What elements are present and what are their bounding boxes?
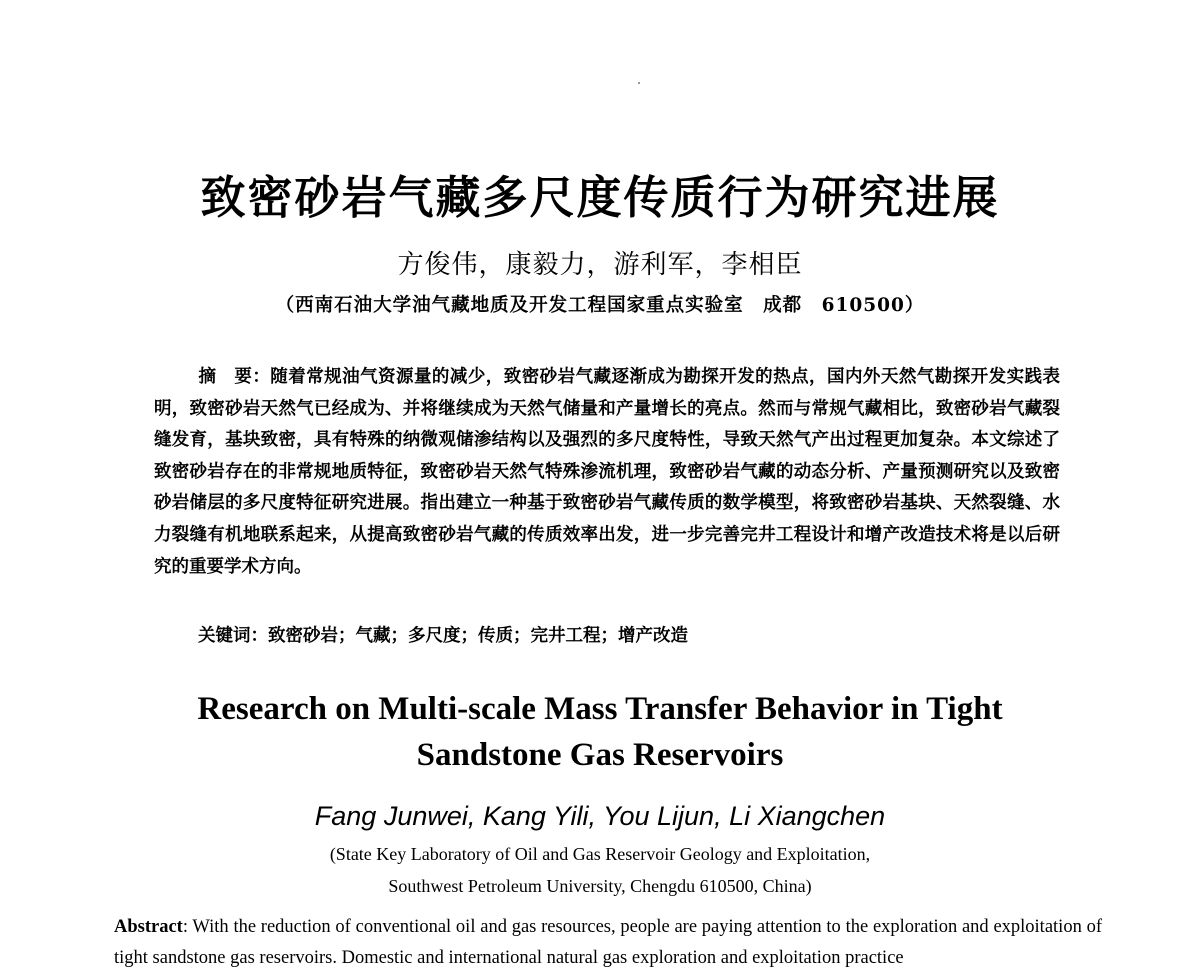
chinese-abstract — [154, 362, 1060, 583]
english-abstract-label: Abstract — [114, 917, 183, 937]
scan-speck — [638, 82, 640, 84]
english-affiliation — [0, 838, 1200, 902]
chinese-keywords-label: 关键词： — [198, 626, 268, 646]
english-affiliation-line1: (State Key Laboratory of Oil and Gas Reservoir Geology and Exploitation, — [329, 844, 871, 864]
chinese-title: 致密砂岩气藏多尺度传质行为研究进展 — [200, 171, 1000, 224]
chinese-authors: 方俊伟，康毅力，游利军，李相臣 — [397, 250, 803, 280]
chinese-keywords-text: 致密砂岩；气藏；多尺度；传质；完井工程；增产改造 — [268, 626, 688, 646]
english-affiliation-line2: Southwest Petroleum University, Chengdu 610500, China) — [388, 876, 812, 896]
chinese-keywords — [198, 621, 1058, 652]
english-authors: Fang Junwei, Kang Yili, You Lijun, Li Xiangchen — [314, 801, 886, 831]
chinese-abstract-label: 摘 要： — [198, 367, 271, 387]
chinese-abstract-text: 随着常规油气资源量的减少，致密砂岩气藏逐渐成为勘探开发的热点，国内外天然气勘探开发实践表明，致密砂岩天然气已经成为、并将继续成为天然气储量和产量增长的亮点。然而与常规气藏相比，致密砂岩气藏裂缝发育，基块致密，具有特殊的纳微观储渗结构以及强烈的多尺度特性，导致天然气产出过程更加复杂。本文综述了致密砂岩存在的非常规地质特征，致密砂岩天然气特殊渗流机理，致密砂岩气藏的动态分析、产量预测研究以及致密砂岩储层的多尺度特征研究进展。指出建立一种基于致密砂岩气藏传质的数学模型，将致密砂岩基块、天然裂缝、水力裂缝有机地联系起来，从提高致密砂岩气藏的传质效率出发，进一步完善完井工程设计和增产改造技术将是以后研究的重要学术方向。 — [154, 367, 1061, 577]
english-abstract-text: With the reduction of conventional oil and gas resources, people are paying attention to the exploration and exploitation of tight sandstone gas reservoirs. Domestic and international natural gas exploration and exploitation practice — [114, 917, 1102, 968]
english-title: Research on Multi-scale Mass Transfer Behavior in Tight Sandstone Gas Reservoirs — [197, 691, 1003, 773]
chinese-affiliation: （西南石油大学油气藏地质及开发工程国家重点实验室 成都 610500） — [275, 295, 925, 316]
english-abstract-separator: : — [182, 917, 193, 937]
